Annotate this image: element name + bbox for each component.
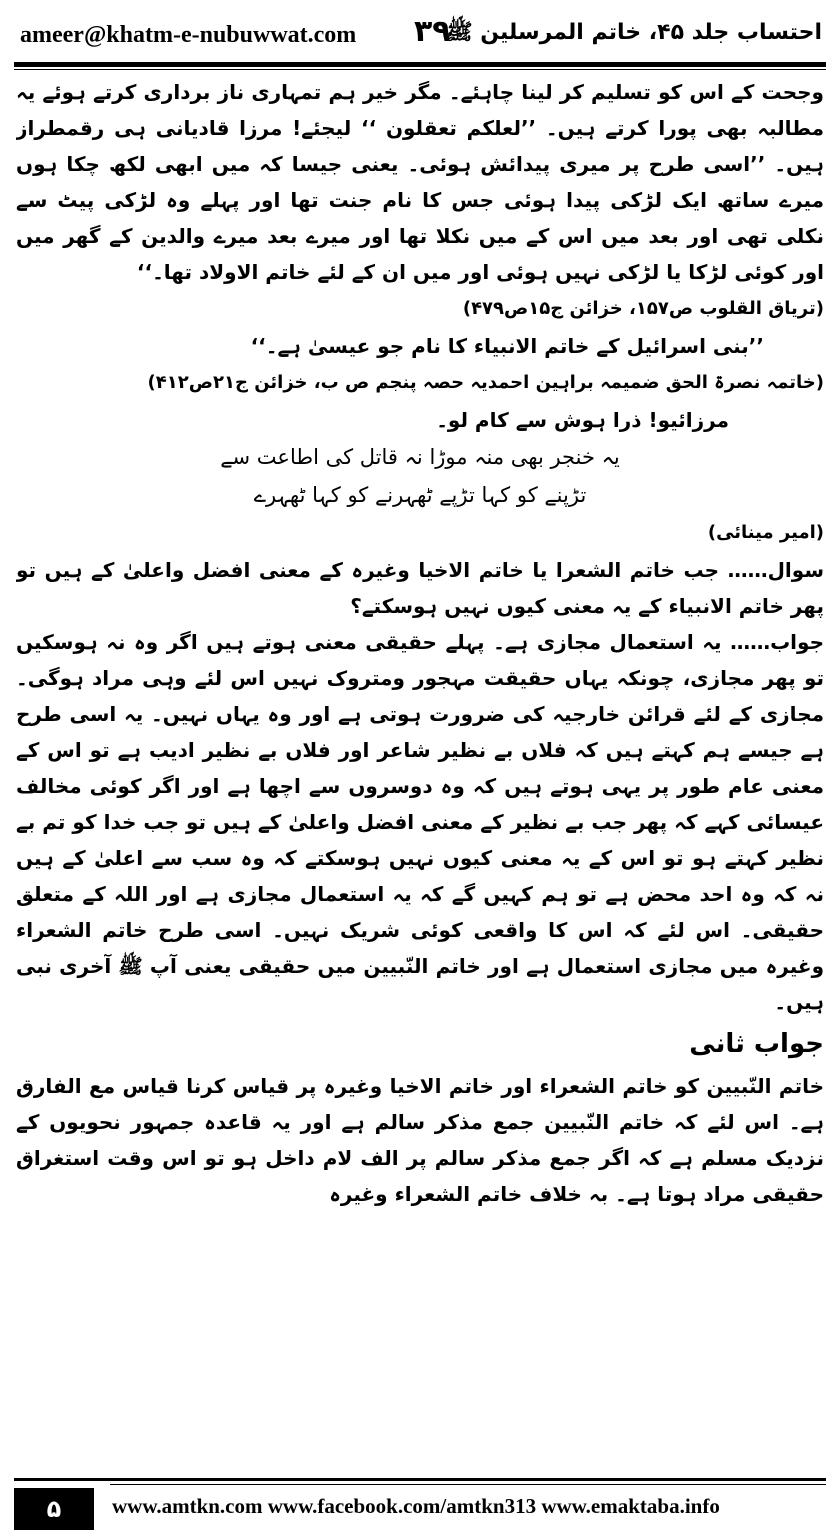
poem-line-2: تڑپنے کو کہا تڑپے ٹھہرنے کو کہا ٹھہرے bbox=[253, 483, 587, 507]
poem bbox=[16, 438, 824, 514]
paragraph-intro: وجحت کے اس کو تسلیم کر لینا چاہئے۔ مگر خیر ہم تمہاری ناز برداری کرتے ہوئے یہ مطالبہ بھی پورا کرتے ہیں۔ ’’لعلکم تعقلون ‘‘ لیجئے! مرزا قادیانی ہی رقمطراز ہیں۔ ’’اسی طرح پر میری پیدائش ہوئی۔ یعنی جیسا کہ میں ابھی لکھ چکا ہوں میرے ساتھ ایک لڑکی پیدا ہوئی جس کا نام جنت تھا اور پہلے وہ لڑکی پیٹ سے نکلی تھی اور بعد میں اس کے میں نکلا تھا اور میرے بعد میرے والدین کے گھر میں اور کوئی لڑکا یا لڑکی نہیں ہوئی اور میں ان کے لئے خاتم الاولاد تھا۔‘‘ bbox=[16, 80, 824, 284]
reference-1: (تریاق القلوب ص۱۵۷، خزائن ج۱۵ص۴۷۹) bbox=[462, 298, 824, 319]
footer-rule bbox=[14, 1478, 826, 1481]
header-rule-thin bbox=[14, 69, 826, 70]
footer-badge: ۵ bbox=[14, 1488, 94, 1530]
page-number: ۳۹ bbox=[414, 14, 451, 49]
paragraph-last: خاتم النّبیین کو خاتم الشعراء اور خاتم الاخیا وغیرہ پر قیاس کرنا قیاس مع الفارق ہے۔ اس لئے کہ خاتم النّبیین جمع مذکر سالم ہے اور یہ قاعدہ جمہور نحویوں کے نزدیک مسلم ہے کہ اگر جمع مذکر سالم پر الف لام داخل ہو تو اس وقت استغراق حقیقی مراد ہوتا ہے۔ بہ خلاف خاتم الشعراء وغیرہ bbox=[16, 1074, 824, 1206]
poet-attribution: (امیر مینائی) bbox=[707, 522, 824, 543]
reference-2: (خاتمہ نصرۃ الحق ضمیمہ براہین احمدیہ حصہ پنجم ص ب، خزائن ج۲۱ص۴۱۲) bbox=[147, 372, 824, 393]
section-heading: جواب ثانی bbox=[689, 1029, 824, 1059]
footer-links: www.amtkn.com www.facebook.com/amtkn313 www.emaktaba.info bbox=[112, 1494, 720, 1518]
footer-rule-thin bbox=[110, 1484, 826, 1485]
header-rule-thick bbox=[14, 62, 826, 67]
page-header bbox=[14, 10, 826, 62]
page-body bbox=[16, 74, 824, 1474]
answer-paragraph: جواب…… یہ استعمال مجازی ہے۔ پہلے حقیقی معنی ہوتے ہیں اگر وہ نہ ہوسکیں تو پھر مجازی، چونکہ یہاں حقیقت مہجور ومتروک نہیں اس لئے وہی مراد ہوگی۔ مجازی کے لئے قرائن خارجیہ کی ضرورت ہوتی ہے اور وہ یہاں نہیں۔ یہ اسی طرح ہے جیسے ہم کہتے ہیں کہ فلاں بے نظیر شاعر اور فلاں بے نظیر ادیب ہے تو اس کے معنی عام طور پر یہی ہوتے ہیں کہ وہ دوسروں سے اچھا ہے اور اگر کوئی مخالف عیسائی کہے کہ پھر جب بے نظیر کے معنی افضل واعلیٰ کے ہیں تو جب خدا کو تم بے نظیر کہتے ہو تو اس کے یہ معنی کیوں نہیں ہوسکتے کہ وہ سب سے اعلیٰ کے ہیں نہ کہ وہ احد محض ہے تو ہم کہیں گے کہ یہ استعمال مجازی ہے اور اللہ کے متعلق حقیقی۔ اس لئے کہ اس کا واقعی کوئی شریک نہیں۔ اسی طرح خاتم الشعراء وغیرہ میں مجازی استعمال ہے اور خاتم النّبیین میں حقیقی یعنی آپ ﷺ آخری نبی ہیں۔ bbox=[16, 630, 824, 1014]
quote-bani-israil: ’’بنی اسرائیل کے خاتم الانبیاء کا نام جو عیسیٰ ہے۔‘‘ bbox=[250, 334, 764, 358]
poem-line-1: یہ خنجر بھی منہ موڑا نہ قاتل کی اطاعت سے bbox=[220, 445, 620, 469]
poem-intro: مرزائیو! ذرا ہوش سے کام لو۔ bbox=[436, 408, 729, 432]
question-paragraph: سوال…… جب خاتم الشعرا یا خاتم الاخیا وغیرہ کے معنی افضل واعلیٰ کے ہیں تو پھر خاتم الانبیاء کے یہ معنی کیوں نہیں ہوسکتے؟ bbox=[16, 558, 824, 618]
book-title: احتساب جلد ۴۵، خاتم المرسلین ﷺ bbox=[445, 20, 822, 45]
header-email: ameer@khatm-e-nubuwwat.com bbox=[20, 22, 357, 48]
